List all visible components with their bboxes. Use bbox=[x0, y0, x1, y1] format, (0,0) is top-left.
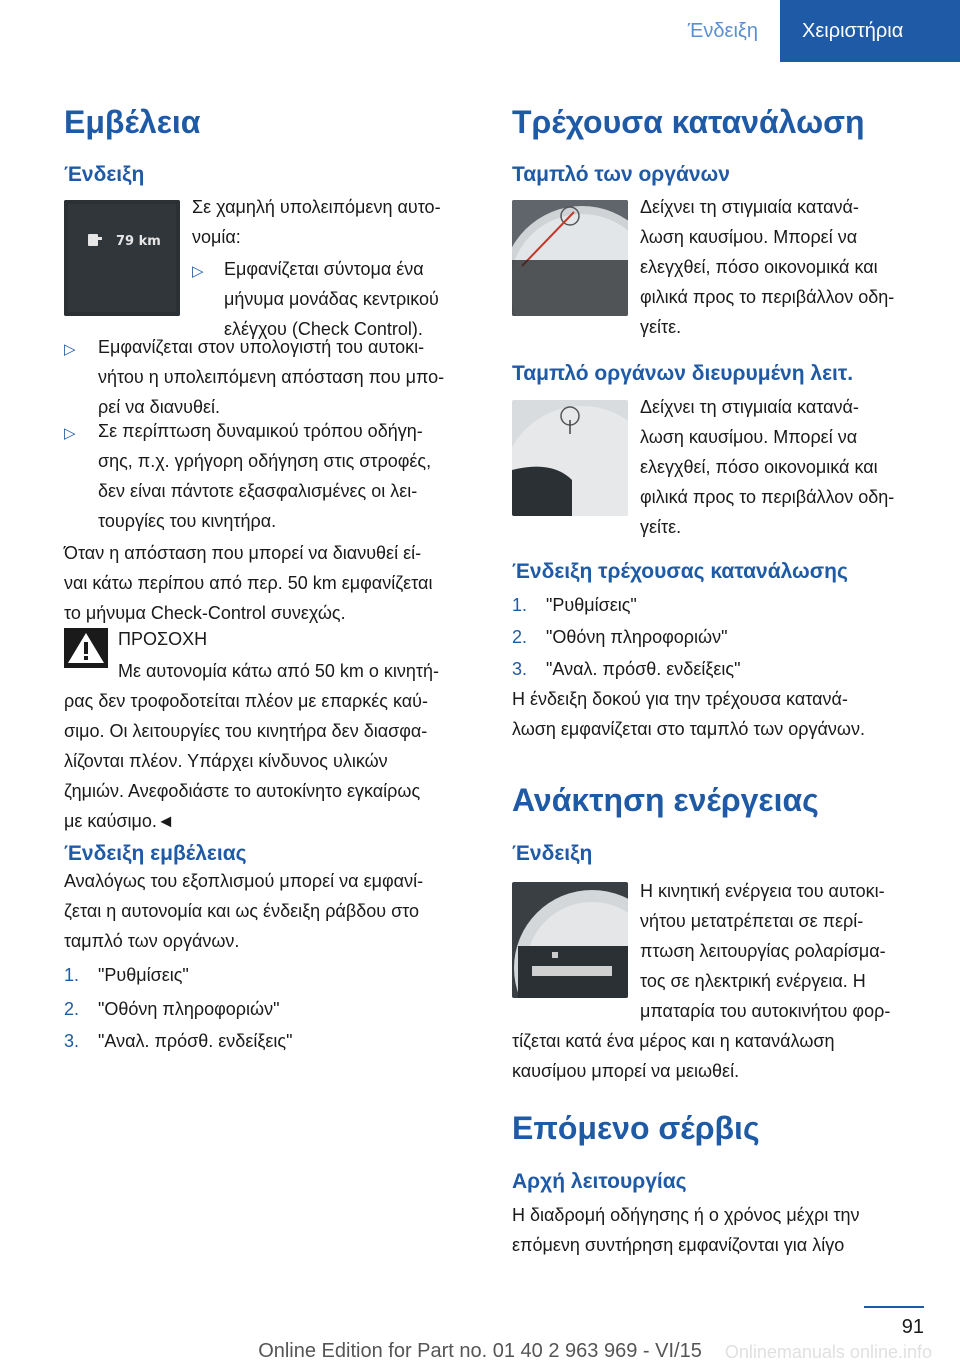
menu-step: "Οθόνη πληροφοριών" bbox=[98, 999, 280, 1019]
section-title-consumption: Τρέχουσα κατανάλωση bbox=[512, 104, 865, 140]
bullet-triangle-icon: ▷ bbox=[64, 341, 76, 358]
tab-indicator[interactable]: Ένδειξη bbox=[642, 0, 780, 62]
chapter-tabs bbox=[642, 0, 960, 62]
range-value-text: 79 km bbox=[116, 234, 161, 249]
subheading-principle: Αρχή λειτουργίας bbox=[512, 1170, 687, 1193]
next-service-text: Η διαδρομή οδήγησης ή ο χρόνος μέχρι την επόμενη συντήρηση εμφανίζονται για λίγο bbox=[512, 1205, 860, 1255]
range-paragraph: Όταν η απόσταση που μπορεί να διανυθεί εί- ναι κάτω περίπου από περ. 50 km εμφανίζεται το μήνυμα Check-Control συνεχώς. bbox=[64, 543, 433, 623]
tab-controls[interactable]: Χειριστήρια bbox=[780, 0, 960, 62]
energy-recovery-text-cont: τίζεται κατά ένα μέρος και η κατανάλωση καυσίμου μπορεί να μειωθεί. bbox=[512, 1031, 835, 1081]
range-display-image bbox=[64, 200, 180, 316]
extended-gauge-image bbox=[512, 400, 628, 516]
page-number: 91 bbox=[901, 1316, 924, 1338]
subheading-extended-cluster: Ταμπλό οργάνων διευρυμένη λειτ. bbox=[512, 362, 854, 385]
bullet-triangle-icon: ▷ bbox=[192, 263, 204, 280]
section-title-range: Εμβέλεια bbox=[64, 104, 201, 140]
energy-recovery-text: Η κινητική ενέργεια του αυτοκι- νήτου μετατρέπεται σε περί- πτωση λειτουργίας ρολαρίσμα- τος σε ηλεκτρική ενέργεια. Η μπαταρία του αυτοκινήτου φορ- bbox=[640, 881, 891, 1021]
watermark: Onlinemanuals online.info bbox=[724, 1342, 932, 1362]
menu-step: "Αναλ. πρόσθ. ενδείξεις" bbox=[546, 659, 741, 679]
section-title-next-service: Επόμενο σέρβις bbox=[512, 1110, 760, 1146]
consumption-bar-text: Η ένδειξη δοκού για την τρέχουσα κατανά- λωση εμφανίζεται στο ταμπλό των οργάνων. bbox=[512, 689, 865, 739]
subheading-instrument-cluster: Ταμπλό των οργάνων bbox=[512, 163, 730, 186]
footer-rule bbox=[864, 1306, 924, 1308]
range-display-graphic bbox=[64, 200, 180, 316]
bullet-item: Εμφανίζεται στον υπολογιστή του αυτοκι- νήτου η υπολειπόμενη απόσταση που μπο- ρεί να διανυθεί. bbox=[98, 337, 445, 417]
energy-recovery-image bbox=[512, 882, 628, 998]
intro-text: Σε χαμηλή υπολειπόμενη αυτο- νομία: bbox=[192, 197, 441, 247]
subheading-range-indicator: Ένδειξη εμβέλειας bbox=[64, 842, 247, 865]
subheading-indicator: Ένδειξη bbox=[64, 163, 145, 186]
subheading-current-consumption: Ένδειξη τρέχουσας κατανάλωσης bbox=[512, 560, 848, 583]
menu-step: "Αναλ. πρόσθ. ενδείξεις" bbox=[98, 1031, 293, 1051]
section-title-energy-recovery: Ανάκτηση ενέργειας bbox=[512, 782, 819, 818]
extended-cluster-text: Δείχνει τη στιγμιαία κατανά- λωση καυσίμου. Μπορεί να ελεγχθεί, πόσο οικονομικά και φιλικά προς το περιβάλλον οδη- γείτε. bbox=[640, 397, 895, 537]
subheading-indicator-2: Ένδειξη bbox=[512, 842, 593, 865]
warning-title: ΠΡΟΣΟΧΗ bbox=[118, 629, 208, 649]
menu-step: "Οθόνη πληροφοριών" bbox=[546, 627, 728, 647]
instrument-cluster-text: Δείχνει τη στιγμιαία κατανά- λωση καυσίμου. Μπορεί να ελεγχθεί, πόσο οικονομικά και φιλικά προς το περιβάλλον οδη- γείτε. bbox=[640, 197, 895, 337]
menu-step: "Ρυθμίσεις" bbox=[546, 595, 637, 615]
bullet-item: Σε περίπτωση δυναμικού τρόπου οδήγη- σης, π.χ. γρήγορη οδήγηση στις στροφές, δεν είναι πάντοτε εξασφαλισμένες οι λει- τουργίες του κινητήρα. bbox=[98, 421, 432, 531]
range-indicator-text: Αναλόγως του εξοπλισμού μπορεί να εμφανί- ζεται η αυτονομία και ως ένδειξη ράβδου στο ταμπλό των οργάνων. bbox=[64, 871, 424, 951]
menu-step: "Ρυθμίσεις" bbox=[98, 965, 189, 985]
bullet-item: Εμφανίζεται σύντομα ένα μήνυμα μονάδας κεντρικού ελέγχου (Check Control). bbox=[224, 259, 439, 339]
warning-text: Με αυτονομία κάτω από 50 km ο κινητή- ρας δεν τροφοδοτείται πλέον με επαρκές καύ- σιμο. Οι λειτουργίες του κινητήρα δεν διασφα- λίζονται πλέον. Υπάρχει κίνδυνος υλικών ζημιών. Ανεφοδιάστε το αυτοκίνητο εγκαίρως με καύσιμο.◄ bbox=[64, 661, 440, 831]
bullet-triangle-icon: ▷ bbox=[64, 425, 76, 442]
instrument-gauge-image bbox=[512, 200, 628, 316]
edition-footer: Online Edition for Part no. 01 40 2 963 969 - VI/15 bbox=[258, 1340, 702, 1362]
